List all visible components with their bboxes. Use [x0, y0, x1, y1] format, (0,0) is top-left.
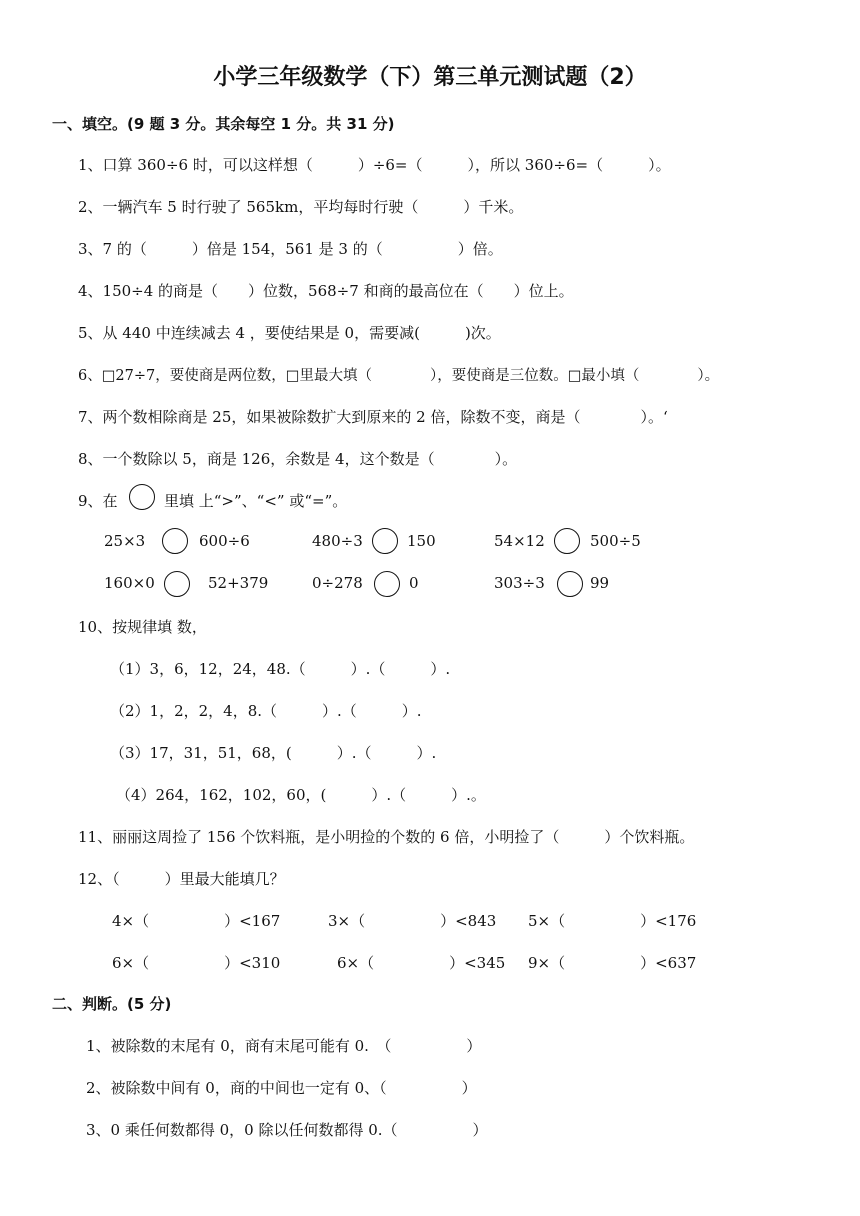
fill-item: 6×（ ）<345: [337, 954, 506, 972]
compare-right: 52+379: [208, 574, 269, 592]
compare-circle[interactable]: [372, 528, 398, 554]
compare-left: 303÷3: [494, 574, 545, 592]
judgment-item: 1、被除数的末尾有 0，商有末尾可能有 0. （ ）: [86, 1037, 482, 1055]
question-11: 11、丽丽这周捡了 156 个饮料瓶，是小明捡的个数的 6 倍，小明捡了（ ）个饮料瓶。: [78, 828, 695, 846]
compare-right: 600÷6: [199, 532, 250, 550]
question-1: 1、口算 360÷6 时，可以这样想（ ）÷6=（ ），所以 360÷6=（ ）。: [78, 156, 671, 174]
compare-right: 500÷5: [590, 532, 641, 550]
sequence-item: （2）1，2，2，4，8.（ ）.（ ）.: [110, 702, 422, 720]
fill-item: 4×（ ）<167: [112, 912, 281, 930]
compare-left: 25×3: [104, 532, 146, 550]
compare-right: 0: [409, 574, 419, 592]
fill-item: 3×（ ）<843: [328, 912, 497, 930]
question-6: 6、□27÷7，要使商是两位数，□里最大填（ ），要使商是三位数。□最小填（ ）。: [78, 368, 720, 384]
question-4: 4、150÷4 的商是（ ）位数，568÷7 和商的最高位在（ ）位上。: [78, 282, 574, 300]
compare-circle[interactable]: [164, 571, 190, 597]
question-7: 7、两个数相除商是 25，如果被除数扩大到原来的 2 倍，除数不变，商是（ ）。‘: [78, 408, 668, 426]
fill-item: 6×（ ）<310: [112, 954, 281, 972]
sequence-item: （3）17，31，51，68，( ）.（ ）.: [110, 744, 437, 762]
compare-left: 0÷278: [312, 574, 363, 592]
sequence-item: （4）264，162，102，60，( ）.（ ）.。: [116, 786, 486, 804]
fill-item: 5×（ ）<176: [528, 912, 697, 930]
question-5: 5、从 440 中连续减去 4 ，要使结果是 0，需要减( )次。: [78, 324, 501, 342]
compare-circle[interactable]: [374, 571, 400, 597]
compare-left: 480÷3: [312, 532, 363, 550]
compare-left: 54×12: [494, 532, 545, 550]
question-9-prefix: 9、在: [78, 492, 118, 510]
section-2-heading: 二、判断。(5 分): [52, 995, 172, 1013]
question-8: 8、一个数除以 5，商是 126，余数是 4，这个数是（ ）。: [78, 450, 518, 468]
question-10: 10、按规律填 数，: [78, 618, 207, 636]
answer-circle[interactable]: [129, 484, 155, 510]
question-2: 2、一辆汽车 5 时行驶了 565km，平均每时行驶（ ）千米。: [78, 198, 524, 216]
question-3: 3、7 的（ ）倍是 154，561 是 3 的（ ）倍。: [78, 240, 503, 258]
question-9-suffix: 里填 上“>”、“<” 或“=”。: [164, 492, 348, 510]
compare-circle[interactable]: [557, 571, 583, 597]
question-12: 12、（ ）里最大能填几？: [78, 870, 285, 888]
compare-right: 99: [590, 574, 610, 592]
compare-circle[interactable]: [162, 528, 188, 554]
compare-left: 160×0: [104, 574, 155, 592]
judgment-item: 3、0 乘任何数都得 0，0 除以任何数都得 0.（ ）: [86, 1121, 488, 1139]
judgment-item: 2、被除数中间有 0，商的中间也一定有 0、（ ）: [86, 1079, 477, 1097]
compare-right: 150: [407, 532, 436, 550]
fill-item: 9×（ ）<637: [528, 954, 697, 972]
page-title: 小学三年级数学（下）第三单元测试题（2）: [213, 65, 647, 90]
compare-circle[interactable]: [554, 528, 580, 554]
section-1-heading: 一、填空。(9 题 3 分。其余每空 1 分。共 31 分): [52, 115, 395, 133]
sequence-item: （1）3，6，12，24，48.（ ）.（ ）.: [110, 660, 451, 678]
